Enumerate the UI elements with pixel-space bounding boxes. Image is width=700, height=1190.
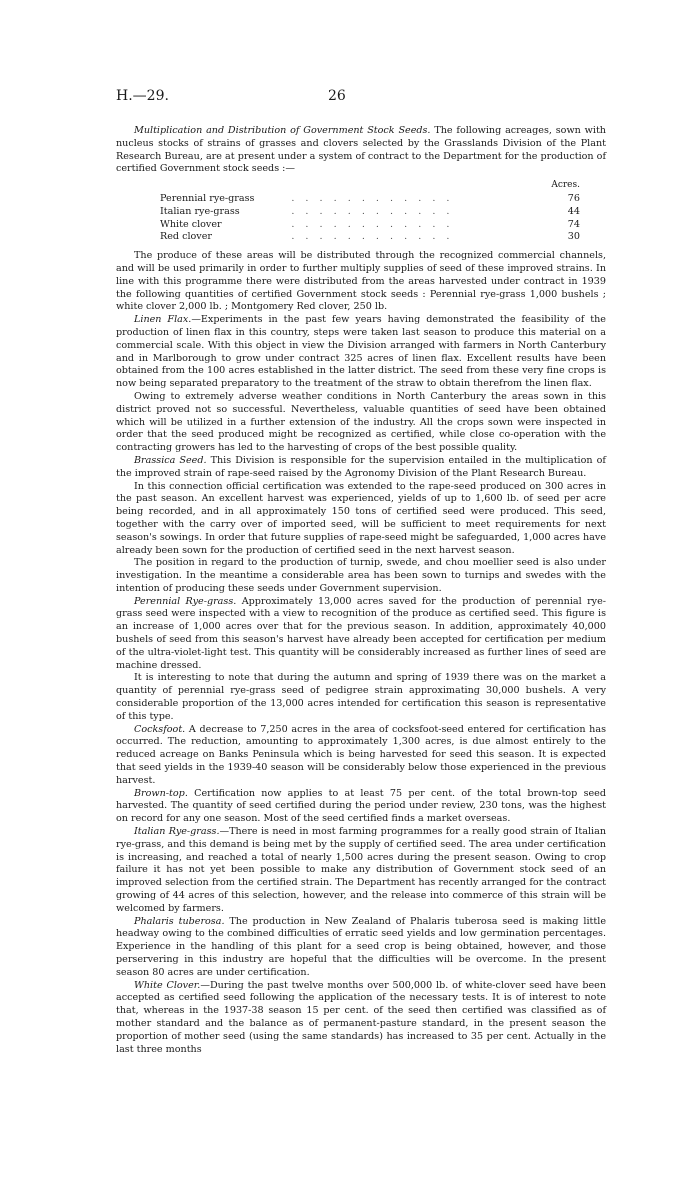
table-row bbox=[160, 206, 580, 219]
paragraph bbox=[116, 916, 606, 980]
intro-paragraph bbox=[116, 125, 606, 176]
paragraph-text: A decrease to 7,250 acres in the area of cocksfoot-seed entered for certification has occurred. The reduction, amounting to approximately 1,300 acres, is due almost entirely to the reduced acreage on Banks Peninsula which is being harvested for seed this season. It is expected that seed yields in the 1939-40 season will be considerably below those experienced in the previous harvest. bbox=[116, 723, 606, 786]
table-row bbox=[160, 231, 580, 244]
page-number: 26 bbox=[328, 88, 346, 104]
leader-dots: . . . . . . . . . . . . bbox=[291, 231, 454, 243]
paragraph-text: The position in regard to the production of turnip, swede, and chou moellier seed is also under investigation. In the meantime a considerable area has been sown to turnips and swedes with the intention of producing these seeds under Government supervision. bbox=[116, 557, 606, 594]
paragraph bbox=[116, 672, 606, 723]
paragraph bbox=[116, 826, 606, 916]
crop-name: Perennial rye-grass bbox=[160, 192, 255, 204]
paragraph-heading: Perennial Rye-grass. bbox=[134, 595, 237, 607]
paragraph-text: Certification now applies to at least 75 per cent. of the total brown-top seed harvested. The quantity of seed certified during the period under review, 230 tons, was the highest on record for any one season. Most of the seed certified finds a market overseas. bbox=[116, 787, 606, 825]
paragraph bbox=[116, 980, 606, 1057]
paragraph-heading: Brassica Seed. bbox=[134, 454, 207, 466]
paragraph-text: Owing to extremely adverse weather conditions in North Canterbury the areas sown in this district proved not so successful. Nevertheless, valuable quantities of seed have been obtained which will be utilized in a further extension of the industry. All the crops sown were inspected in order that the seed produced might be recognized as certified, while close co-operation with the contracting growers has led to the harvesting of crops of the best possible quality. bbox=[116, 390, 606, 454]
paragraph-text: The production in New Zealand of Phalaris tuberosa seed is making little headway owing to the combined difficulties of erratic seed yields and low germination percentages. Experience in the handling of this plant for a seed crop is being obtained, however, and those perservering in this industry are hopeful that the difficulties will be overcome. In the present season 80 acres are under certification. bbox=[116, 915, 606, 978]
leader-dots: . . . . . . . . . . . . bbox=[291, 192, 454, 204]
table-row bbox=[160, 193, 580, 206]
paragraph-heading: Phalaris tuberosa. bbox=[134, 915, 225, 927]
acreage-unit: Acres. bbox=[551, 180, 580, 191]
paragraph-text: In this connection official certification was extended to the rape-seed produced on 300 acres in the past season. An excellent harvest was experienced, yields of up to 1,600 lb. of seed per acre being recorded, and in all approximately 150 tons of certified seed were produced. This seed, together with the carry over of imported seed, will be sufficient to meet requirements for next season's sowings. In order that future supplies of rape-seed might be safeguarded, 1,000 acres have already been sown for the production of certified seed in the next harvest season. bbox=[116, 480, 606, 556]
paragraph-text: The produce of these areas will be distributed through the recognized commercial channels, and will be used primarily in order to further multiply supplies of seed of these improved strains. In line with this programme there were distributed from the areas harvested under contract in 1939 the following quantities of certified Government stock seeds : Perennial rye-grass 1,000 bushels ; white clover 2,000 lb. ; Montgomery Red clover, 250 lb. bbox=[116, 250, 606, 313]
table-row bbox=[160, 219, 580, 232]
paragraph-text: —Experiments in the past few years having demonstrated the feasibility of the production of linen flax in this country, steps were taken last season to produce this material on a commercial scale. With this object in view the Division arranged with farmers in North Canterbury and in Marlborough to grow under contract 325 acres of linen flax. Excellent results have been obtained from the 100 acres established in the latter district. The seed from these very fine crops is now being separated preparatory to the treatment of the straw to obtain therefrom the linen flax. bbox=[116, 314, 606, 390]
crop-acres: 74 bbox=[567, 218, 580, 230]
paragraph bbox=[116, 724, 606, 788]
paragraph-text: It is interesting to note that during the autumn and spring of 1939 there was on the market a quantity of perennial rye-grass seed of pedigree strain approximating 30,000 bushels. A very considerable proportion of the 13,000 acres intended for certification this season is representative of this type. bbox=[116, 672, 606, 722]
acreage-table bbox=[160, 179, 580, 244]
paragraph-text: —There is need in most farming programmes for a really good strain of Italian rye-grass, and this demand is being met by the supply of certified seed. The area under certification is increasing, and reached a total of nearly 1,500 acres during the present season. Owing to crop failure it has not yet been possible to make any distribution of Government stock seed of an improved selection from the certified strain. The Department has recently arranged for the contract growing of 44 acres of this selection, however, and the release into commerce of this strain will be welcomed by farmers. bbox=[116, 826, 606, 914]
paragraph-heading: Linen Flax. bbox=[134, 314, 192, 326]
paragraph bbox=[116, 596, 606, 673]
crop-acres: 76 bbox=[567, 192, 580, 204]
paragraph-heading: Italian Rye-grass. bbox=[134, 826, 220, 838]
document-body bbox=[116, 125, 606, 1056]
report-reference: H.—29. bbox=[116, 88, 169, 104]
crop-name: White clover bbox=[160, 218, 222, 230]
leader-dots: . . . . . . . . . . . . bbox=[291, 205, 454, 217]
intro-text: The following acreages, sown with nucleus stocks of strains of grasses and clovers selected by the Grasslands Division of the Plant Research Bureau, are at present under a system of contract to the Department for the production of certified Government stock seeds :— bbox=[116, 125, 606, 175]
paragraph-text: —During the past twelve months over 500,000 lb. of white-clover seed have been accepted as certified seed following the application of the necessary tests. It is of interest to note that, whereas in the 1937-38 season 15 per cent. of the seed then certified was classified as of mother standard and the balance as of permanent-pasture standard, in the present season the proportion of mother seed (using the same standards) has increased to 35 per cent. Actually in the last three months bbox=[116, 979, 606, 1055]
paragraph-text: This Division is responsible for the supervision entailed in the multiplication of the improved strain of rape-seed raised by the Agronomy Division of the Plant Research Bureau. bbox=[116, 454, 606, 479]
paragraph bbox=[116, 557, 606, 595]
paragraph-heading: Brown-top. bbox=[134, 787, 188, 799]
paragraph-text: Approximately 13,000 acres saved for the production of perennial rye-grass seed were inspected with a view to recognition of the produce as certified seed. This figure is an increase of 1,000 acres over that for the previous season. In addition, approximately 40,000 bushels of seed from this season's harvest have already been accepted for certification per medium of the ultra-violet-light test. This quantity will be considerably increased as further lines of seed are machine dressed. bbox=[116, 595, 606, 671]
paragraph bbox=[116, 788, 606, 826]
crop-name: Italian rye-grass bbox=[160, 205, 240, 217]
paragraph bbox=[116, 314, 606, 391]
paragraph bbox=[116, 481, 606, 558]
paragraph-heading: Cocksfoot. bbox=[134, 723, 186, 735]
leader-dots: . . . . . . . . . . . . bbox=[291, 218, 454, 230]
paragraph-heading: White Clover. bbox=[134, 979, 201, 991]
paragraph bbox=[116, 250, 606, 314]
crop-acres: 44 bbox=[567, 205, 580, 217]
crop-acres: 30 bbox=[567, 231, 580, 243]
crop-name: Red clover bbox=[160, 231, 212, 243]
intro-heading: Multiplication and Distribution of Government Stock Seeds. bbox=[134, 125, 431, 136]
paragraph bbox=[116, 391, 606, 455]
paragraph bbox=[116, 455, 606, 481]
